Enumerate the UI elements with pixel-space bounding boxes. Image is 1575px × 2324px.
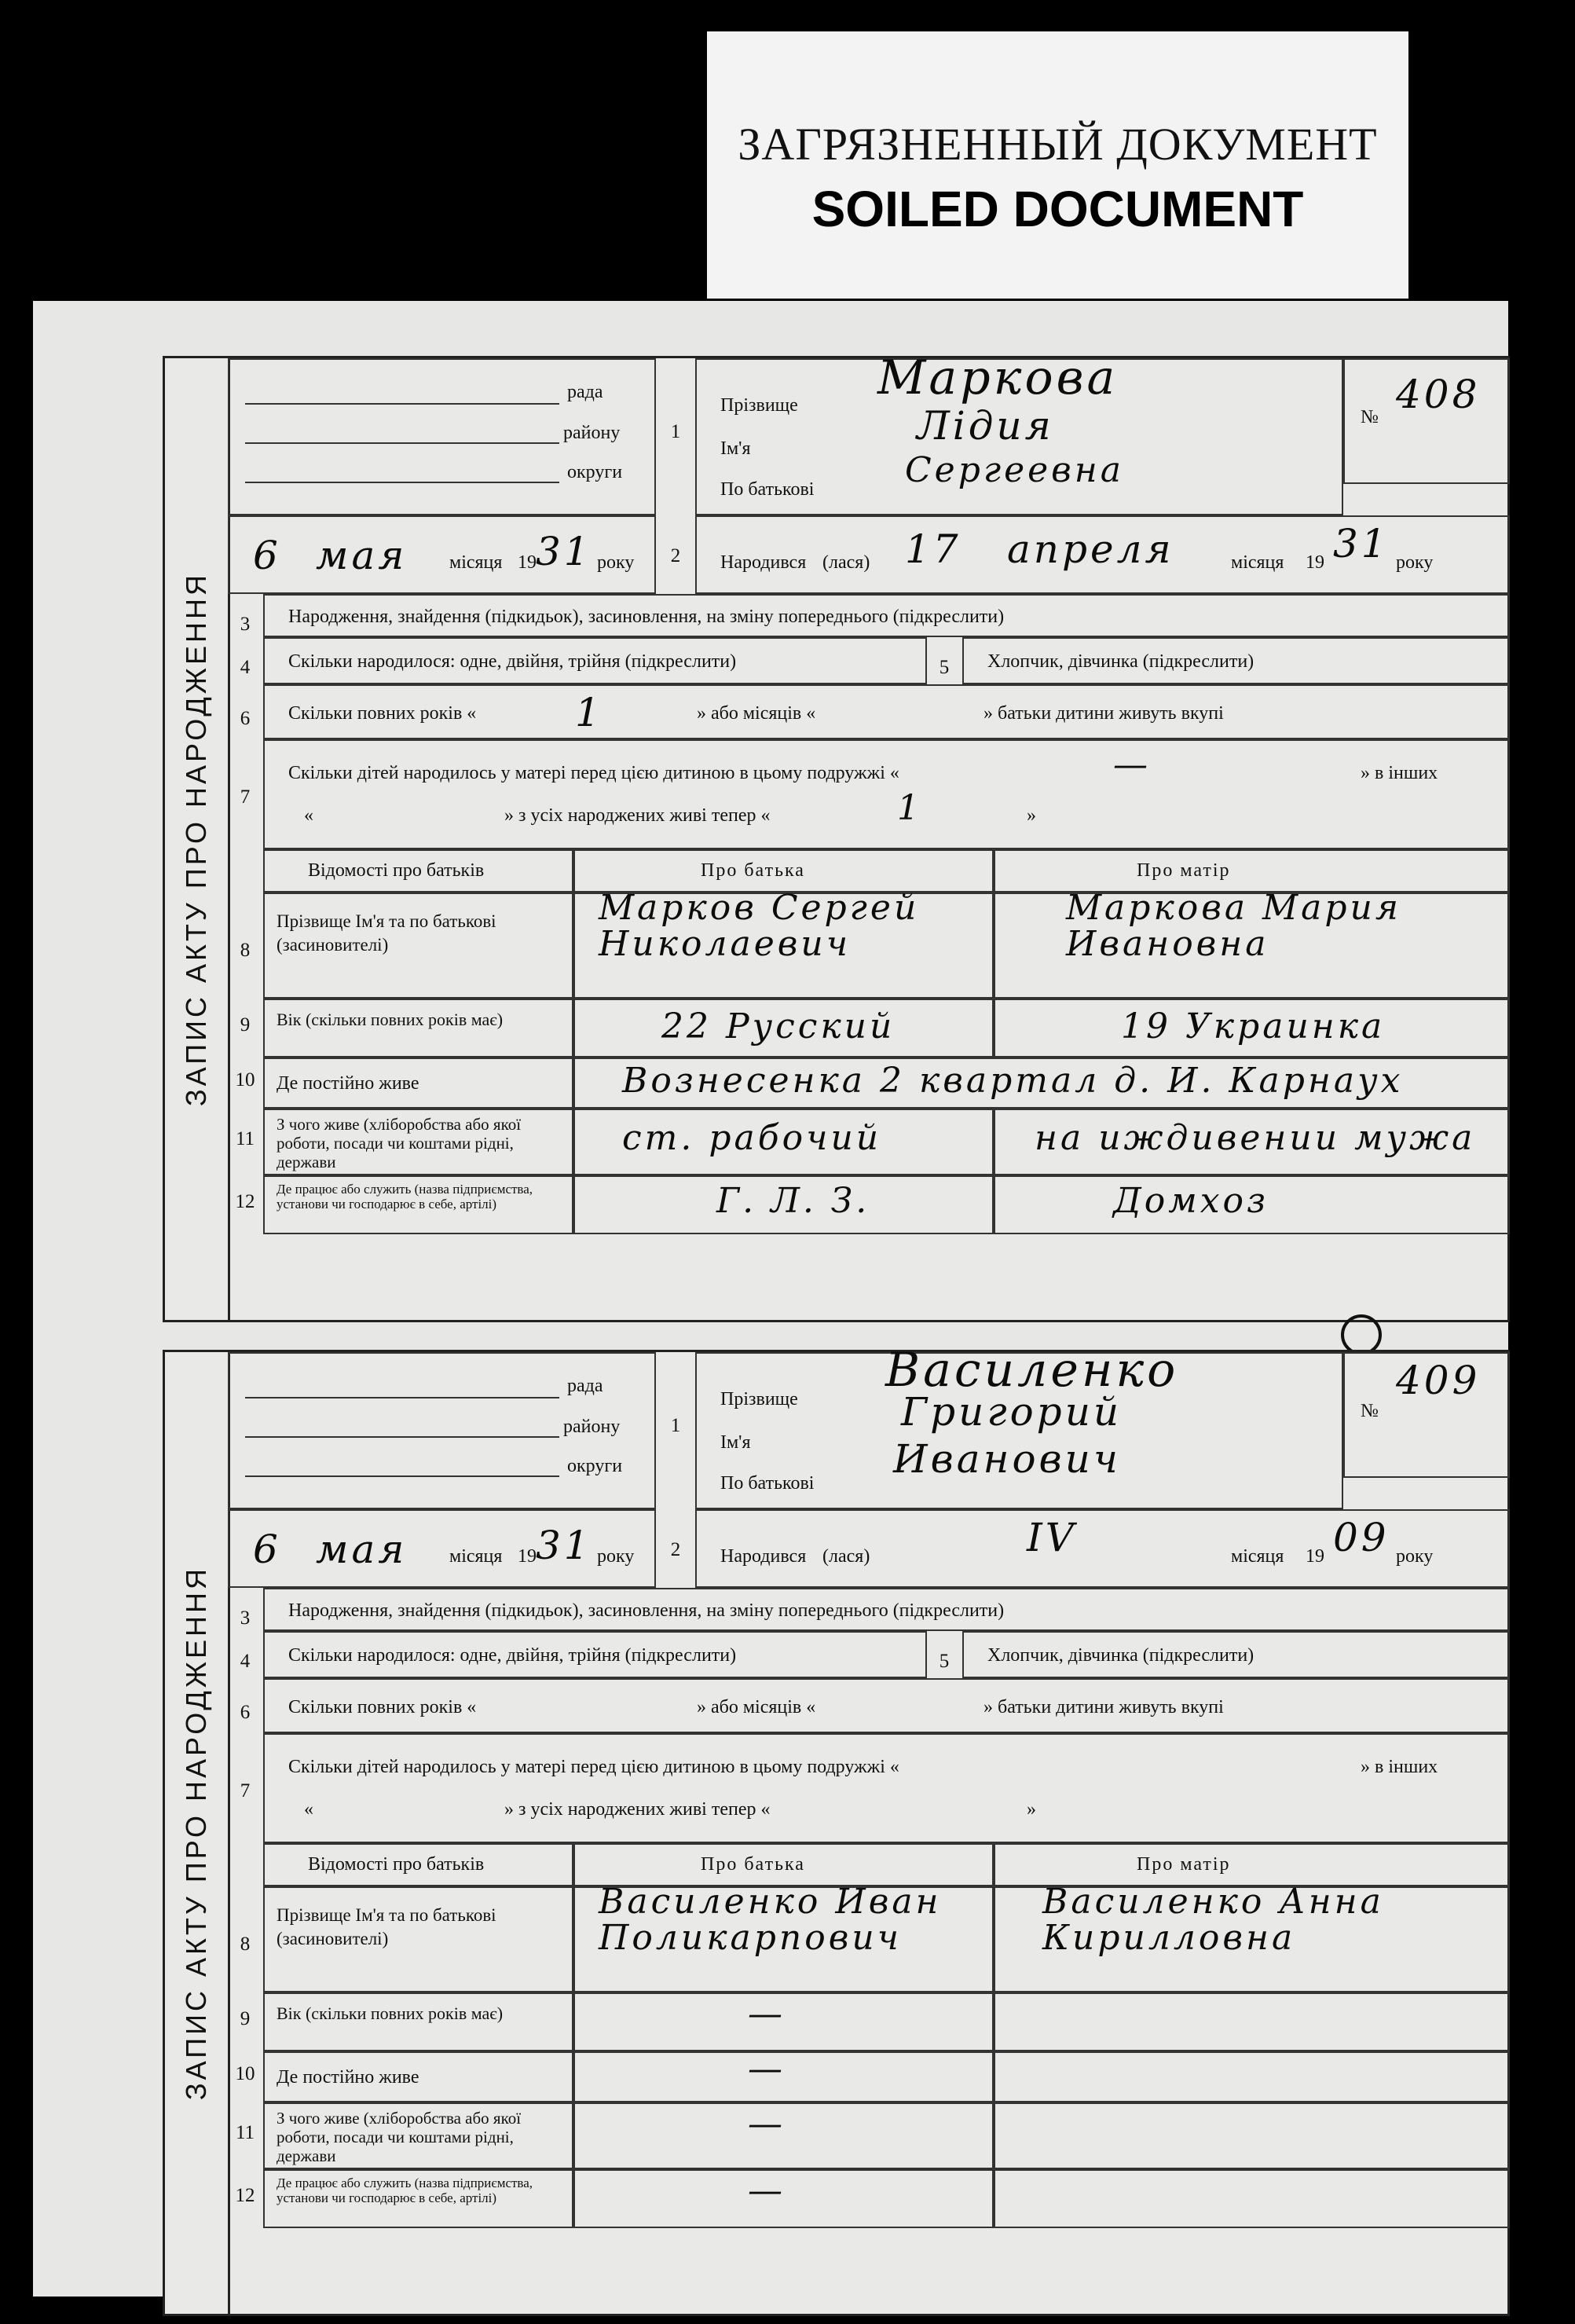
form-sidebar: ЗАПИС АКТУ ПРО НАРОДЖЕННЯ — [165, 358, 230, 1320]
row-count: Скільки народилося: одне, двійня, трійня (підкреслити) — [263, 637, 927, 684]
child-surname: Василенко — [885, 1343, 1179, 1398]
row-birth-type: Народження, знайдення (підкидьок), засиновлення, на зміну попереднього (підкреслити) — [263, 594, 1510, 637]
child-name-block: Прізвище Ім'я По батькові Маркова Лідия Сергеевна — [695, 358, 1343, 515]
father-age: 22 Русский — [661, 1006, 896, 1047]
child-patronymic: Сергеевна — [905, 450, 1125, 490]
row-marriage-years: Скільки повних років « 1 » або місяців « » батьки дитини живуть вкупі — [263, 684, 1510, 739]
father-occupation: ст. рабочий — [622, 1118, 882, 1158]
child-surname: Маркова — [877, 350, 1119, 405]
record-number: 408 — [1396, 372, 1481, 417]
form-sidebar: ЗАПИС АКТУ ПРО НАРОДЖЕННЯ — [165, 1352, 230, 2314]
record-number-box: № 408 — [1343, 358, 1510, 484]
record-number: 409 — [1396, 1358, 1481, 1403]
father-name: Марков Сергей Николаевич — [599, 888, 920, 964]
mother-age: 19 Украинка — [1121, 1006, 1386, 1047]
soiled-document-stamp — [707, 31, 1408, 299]
father-work: Г. Л. З. — [716, 1181, 870, 1221]
birth-date: Народився (лася) 17 апреля місяця 19 31 року — [695, 515, 1510, 594]
record-sheet — [33, 301, 1508, 2297]
child-name: Григорий — [901, 1389, 1123, 1435]
mother-name: Маркова Мария Ивановна — [1066, 888, 1401, 964]
registration-date: 6 мая місяця 19 31 року — [228, 515, 656, 594]
child-name: Лідия — [917, 403, 1054, 449]
mother-occupation: на иждивении мужа — [1035, 1118, 1476, 1158]
child-patronymic: Иванович — [893, 1436, 1121, 1482]
residence: Вознесенка 2 квартал д. И. Карнаух — [622, 1061, 1404, 1101]
row-previous-children: Скільки дітей народилось у матері перед цією дитиною в цьому подружжі « — » в інших « » з усіх народжених живі тепер « 1 » — [263, 739, 1510, 849]
row-sex: Хлопчик, дівчинка (підкреслити) — [962, 637, 1510, 684]
birth-record-form-1: ЗАПИС АКТУ ПРО НАРОДЖЕННЯ рада району округи 1 Прізвище Ім'я По батькові Маркова Лідия Сергеевна № 408 6 мая місяця 19 31 року 2 Народився (лася) 17 апреля місяця 19 31 року 3 Народження, знайдення (підкидьок), засиновлення, на зміну попереднього (підкреслити) 4 Скільки народилося: одне, двійня, трійня (підкреслити) 5 Хлопчик, дівчинка (підкреслити) 6 Скільки повних років « 1 » або місяців « » батьки дитини живуть вкупі 7 Скільки дітей народилось у матері перед цією дитиною в цьому подружжі « — » в інших « » з усіх народжених живі тепер « 1 » Відомості про батьків Про батька Про матір 8 Прізвище Ім'я та по батькові (засиновителі) Марков Сергей Николаевич Маркова Мария Ивановна 9 Вік (скільки повних років має) 22 Русский 19 Украинка 10 Де постійно живе Вознесенка 2 квартал д. И. Карнаух 11 З чого живе (хліборобства або якої роботи, посади чи коштами рідні, держави ст. рабочий на иждивении мужа 12 Де працює або служить (назва підприємства, установи чи господарює в себе, артілі) Г. Л. З. Домхоз — [163, 356, 1510, 1322]
mother-work: Домхоз — [1113, 1181, 1269, 1221]
father-name: Василенко Иван Поликарпович — [599, 1882, 942, 1958]
stamp-line-ru: ЗАГРЯЗНЕННЫЙ ДОКУМЕНТ — [738, 119, 1378, 170]
mother-name: Василенко Анна Кирилловна — [1042, 1882, 1384, 1958]
birth-record-form-2: ЗАПИС АКТУ ПРО НАРОДЖЕННЯ рада району округи 1 Прізвище Ім'я По батькові Василенко Григорий Иванович № 409 6 мая місяця 19 31 року 2 Народився (лася) IV місяця 19 09 року 3 Народження, знайдення (підкидьок), засиновлення, на зміну попереднього (підкреслити) 4 Скільки народилося: одне, двійня, трійня (підкреслити) 5 Хлопчик, дівчинка (підкреслити) 6 Скільки повних років « » або місяців « » батьки дитини живуть вкупі 7 Скільки дітей народилось у матері перед цією дитиною в цьому подружжі « » в інших « » з усіх народжених живі тепер « » Відомості про батьків Про батька Про матір 8 Прізвище Ім'я та по батькові (засиновителі) Василенко Иван Поликарпович Василенко Анна Кирилловна 9 Вік (скільки повних років має) — 10 Де постійно живе — 11 З чого живе (хліборобства або якої роботи, посади чи коштами рідні, держави — 12 Де працює або служить (назва підприємства, установи чи господарює в себе, артілі) — — [163, 1350, 1510, 2316]
council-block: рада району округи — [228, 358, 656, 515]
stamp-line-en: SOILED DOCUMENT — [811, 181, 1304, 237]
